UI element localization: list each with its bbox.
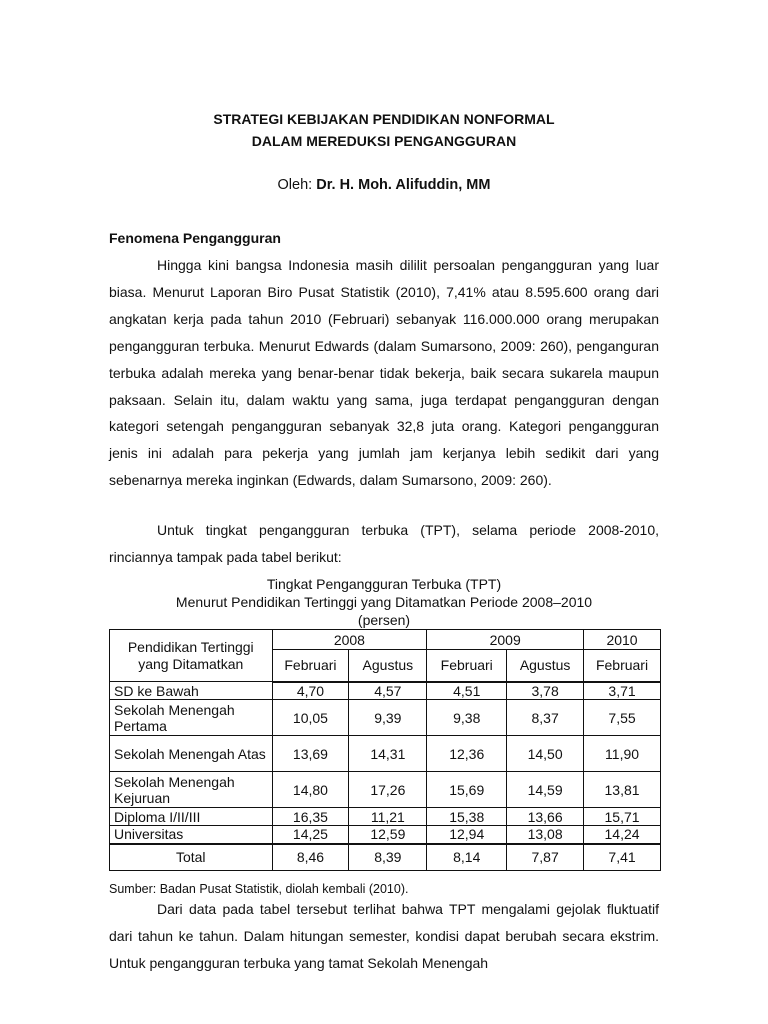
table-cell: 11,90 (584, 736, 661, 772)
author-line (0, 175, 768, 195)
table-cell: 13,66 (507, 808, 584, 826)
table-row (110, 772, 661, 808)
table-caption-line3: (persen) (357, 612, 411, 628)
table-cell: 12,94 (427, 826, 507, 844)
table-caption-line1: Tingkat Pengangguran Terbuka (TPT) (266, 576, 502, 592)
table-row (110, 682, 661, 700)
table-cell: 17,26 (349, 772, 427, 808)
table-cell: 10,05 (272, 700, 349, 736)
table-caption-line2: Menurut Pendidikan Tertinggi yang Ditamatkan Periode 2008–2010 (175, 594, 593, 610)
table-cell: 4,57 (349, 682, 427, 700)
author-name: Dr. H. Moh. Alifuddin, MM (316, 177, 491, 193)
table-cell: 14,25 (272, 826, 349, 844)
table-cell: 7,87 (507, 844, 584, 871)
year-header: 2009 (427, 630, 584, 650)
table-cell: 9,39 (349, 700, 427, 736)
tpt-table (109, 629, 661, 871)
month-header: Agustus (349, 650, 427, 682)
row-label: SD ke Bawah (110, 682, 273, 700)
month-header: Februari (427, 650, 507, 682)
paragraph-2: Untuk tingkat pengangguran terbuka (TPT), selama periode 2008-2010, rinciannya tampak pada tabel berikut: (109, 522, 659, 565)
month-header: Februari (584, 650, 661, 682)
table-row (110, 736, 661, 772)
month-header: Agustus (507, 650, 584, 682)
year-header: 2008 (272, 630, 427, 650)
table-cell: 3,78 (507, 682, 584, 700)
table-header-row-years (110, 630, 661, 650)
row-label: Sekolah Menengah Pertama (110, 700, 273, 736)
table-cell: 13,69 (272, 736, 349, 772)
table-cell: 9,38 (427, 700, 507, 736)
document-title-line2: DALAM MEREDUKSI PENGANGGURAN (251, 133, 517, 149)
author-prefix: Oleh: (277, 177, 317, 193)
table-cell: 14,80 (272, 772, 349, 808)
table-cell: 13,81 (584, 772, 661, 808)
table-cell: 8,46 (272, 844, 349, 871)
table-cell: 12,59 (349, 826, 427, 844)
row-header-cell: Pendidikan Tertinggi yang Ditamatkan (110, 630, 273, 682)
table-cell: 8,14 (427, 844, 507, 871)
table-cell: 7,55 (584, 700, 661, 736)
table-row (110, 700, 661, 736)
table-cell: 15,38 (427, 808, 507, 826)
document-title-line1: STRATEGI KEBIJAKAN PENDIDIKAN NONFORMAL (213, 111, 555, 127)
year-header: 2010 (584, 630, 661, 650)
row-label: Sekolah Menengah Kejuruan (110, 772, 273, 808)
table-total-row (110, 844, 661, 871)
table-cell: 11,21 (349, 808, 427, 826)
paragraph-3: Dari data pada tabel tersebut terlihat bahwa TPT mengalami gejolak fluktuatif dari tahun ke tahun. Dalam hitungan semester, kondisi dapat berubah secara ekstrim. Untuk pengangguran terbuka yang tamat Sekolah Menengah (109, 901, 659, 971)
table-cell: 7,41 (584, 844, 661, 871)
table-cell: 4,70 (272, 682, 349, 700)
section-heading: Fenomena Pengangguran (109, 230, 281, 246)
table-cell: 13,08 (507, 826, 584, 844)
table-cell: 14,59 (507, 772, 584, 808)
table-cell: 14,50 (507, 736, 584, 772)
table-source: Sumber: Badan Pusat Statistik, diolah kembali (2010). (109, 882, 409, 896)
table-cell: 14,31 (349, 736, 427, 772)
table-cell: 4,51 (427, 682, 507, 700)
row-label: Sekolah Menengah Atas (110, 736, 273, 772)
total-label: Total (110, 844, 273, 871)
table-row (110, 826, 661, 844)
row-label: Diploma I/II/III (110, 808, 273, 826)
row-label: Universitas (110, 826, 273, 844)
paragraph-1: Hingga kini bangsa Indonesia masih dililit persoalan pengangguran yang luar biasa. Menurut Laporan Biro Pusat Statistik (2010), 7,41% atau 8.595.600 orang dari angkatan kerja pada tahun 2010 (Februari) sebanyak 116.000.000 orang merupakan pengangguran terbuka. Menurut Edwards (dalam Sumarsono, 2009: 260), penganguran terbuka adalah mereka yang benar-benar tidak bekerja, baik secara sukarela maupun paksaan. Selain itu, dalam waktu yang sama, juga terdapat pengangguran dengan kategori setengah pengangguran sebanyak 32,8 juta orang. Kategori pengangguran jenis ini adalah para pekerja yang jumlah jam kerjanya lebih sedikit dari yang sebenarnya mereka inginkan (Edwards, dalam Sumarsono, 2009: 260). (109, 257, 659, 489)
table-cell: 14,24 (584, 826, 661, 844)
table-cell: 12,36 (427, 736, 507, 772)
table-cell: 15,69 (427, 772, 507, 808)
table-cell: 8,39 (349, 844, 427, 871)
table-cell: 3,71 (584, 682, 661, 700)
table-cell: 16,35 (272, 808, 349, 826)
month-header: Februari (272, 650, 349, 682)
table-row (110, 808, 661, 826)
table-cell: 8,37 (507, 700, 584, 736)
table-cell: 15,71 (584, 808, 661, 826)
